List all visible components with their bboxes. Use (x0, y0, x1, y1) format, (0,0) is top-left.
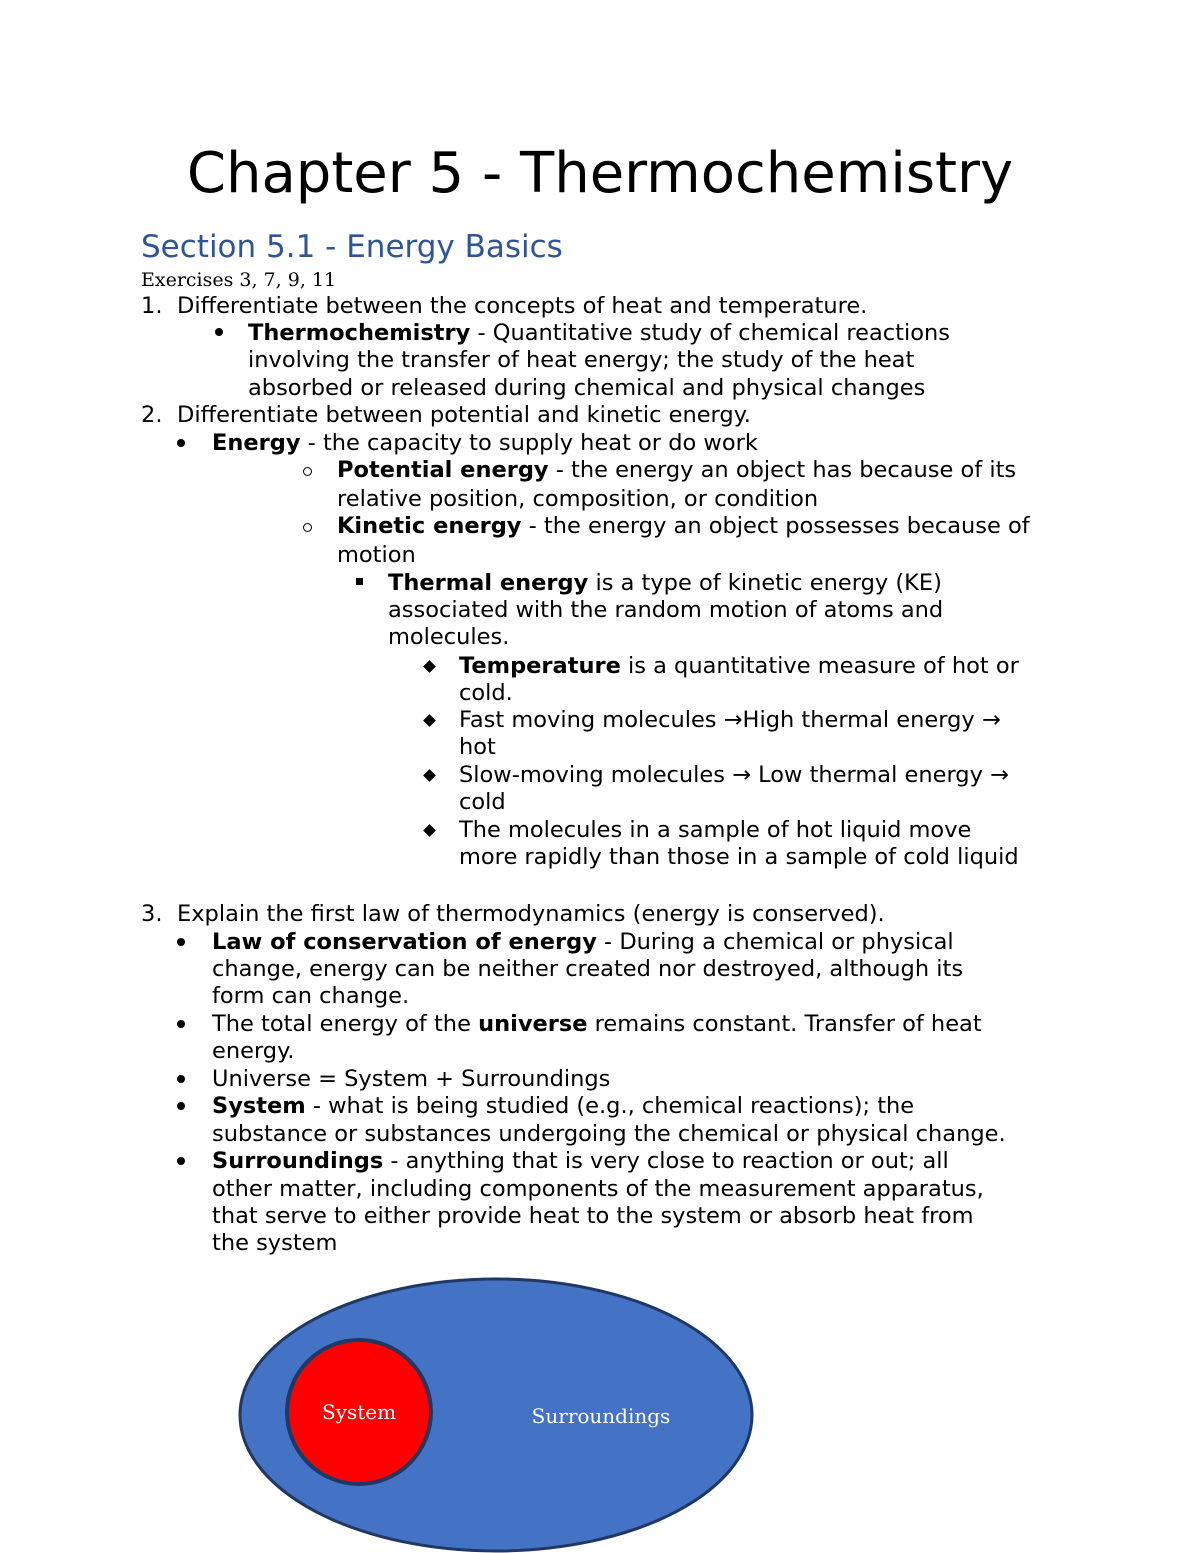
text-line: form can change. (212, 983, 410, 1009)
circle-bullet-icon (303, 523, 312, 532)
text-line: other matter, including components of the measurement apparatus, (212, 1176, 984, 1202)
system-surroundings-diagram (0, 1270, 1200, 1553)
surroundings-label: Surroundings (531, 1404, 671, 1428)
list-number: 2. (141, 402, 163, 428)
text-line: absorbed or released during chemical and physical changes (248, 375, 926, 401)
universe-equation: Universe = System + Surroundings (212, 1066, 611, 1092)
system-label: System (321, 1400, 397, 1424)
page-title: Chapter 5 - Thermochemistry (186, 141, 1014, 206)
definition-surroundings: Surroundings - anything that is very close to reaction or out; all (212, 1148, 949, 1174)
text-line: cold (459, 789, 506, 815)
text-line: Slow-moving molecules → Low thermal energy → (459, 762, 1009, 788)
list-number: 3. (141, 901, 163, 927)
list-item-text: Differentiate between potential and kinetic energy. (177, 402, 751, 428)
definition-thermochemistry: Thermochemistry - Quantitative study of chemical reactions (248, 320, 950, 346)
bullet-icon (177, 439, 185, 447)
square-bullet-icon (356, 578, 363, 585)
diamond-bullet-icon (423, 769, 436, 782)
definition-potential-energy: Potential energy - the energy an object has because of its (337, 457, 1017, 483)
section-heading: Section 5.1 - Energy Basics (141, 229, 563, 265)
definition-energy: Energy - the capacity to supply heat or do work (212, 430, 758, 456)
text-line: involving the transfer of heat energy; the study of the heat (248, 347, 915, 373)
definition-temperature: Temperature is a quantitative measure of hot or (459, 653, 1019, 679)
text-line: The molecules in a sample of hot liquid move (459, 817, 972, 843)
text-line: relative position, composition, or condition (337, 486, 819, 512)
text-line: cold. (459, 680, 513, 706)
diamond-bullet-icon (423, 714, 436, 727)
diamond-bullet-icon (423, 824, 436, 837)
text-line: molecules. (388, 624, 510, 650)
list-item-text: Explain the first law of thermodynamics (energy is conserved). (177, 901, 885, 927)
diamond-bullet-icon (423, 660, 436, 673)
definition-thermal-energy: Thermal energy is a type of kinetic energy (KE) (388, 570, 942, 596)
text-line: change, energy can be neither created nor destroyed, although its (212, 956, 964, 982)
bullet-icon (177, 1102, 185, 1110)
bullet-icon (177, 1157, 185, 1165)
list-item-text: Differentiate between the concepts of heat and temperature. (177, 293, 868, 319)
bullet-icon (177, 1075, 185, 1083)
text-line: energy. (212, 1038, 295, 1064)
definition-system: System - what is being studied (e.g., chemical reactions); the (212, 1093, 915, 1119)
text-line: more rapidly than those in a sample of cold liquid (459, 844, 1019, 870)
bullet-icon (177, 1020, 185, 1028)
list-number: 1. (141, 293, 163, 319)
bullet-icon (215, 328, 223, 336)
text-line: the system (212, 1230, 338, 1256)
text-line: Fast moving molecules →High thermal energy → (459, 707, 1001, 733)
text-line: substance or substances undergoing the chemical or physical change. (212, 1121, 1006, 1147)
universe-statement: The total energy of the universe remains constant. Transfer of heat (212, 1011, 982, 1037)
text-line: hot (459, 734, 496, 760)
definition-kinetic-energy: Kinetic energy - the energy an object possesses because of (337, 513, 1030, 539)
definition-conservation-law: Law of conservation of energy - During a chemical or physical (212, 929, 954, 955)
bullet-icon (177, 938, 185, 946)
text-line: that serve to either provide heat to the system or absorb heat from (212, 1203, 974, 1229)
text-line: motion (337, 542, 416, 568)
text-line: associated with the random motion of atoms and (388, 597, 944, 623)
circle-bullet-icon (303, 467, 312, 476)
exercises-line: Exercises 3, 7, 9, 11 (141, 269, 337, 291)
